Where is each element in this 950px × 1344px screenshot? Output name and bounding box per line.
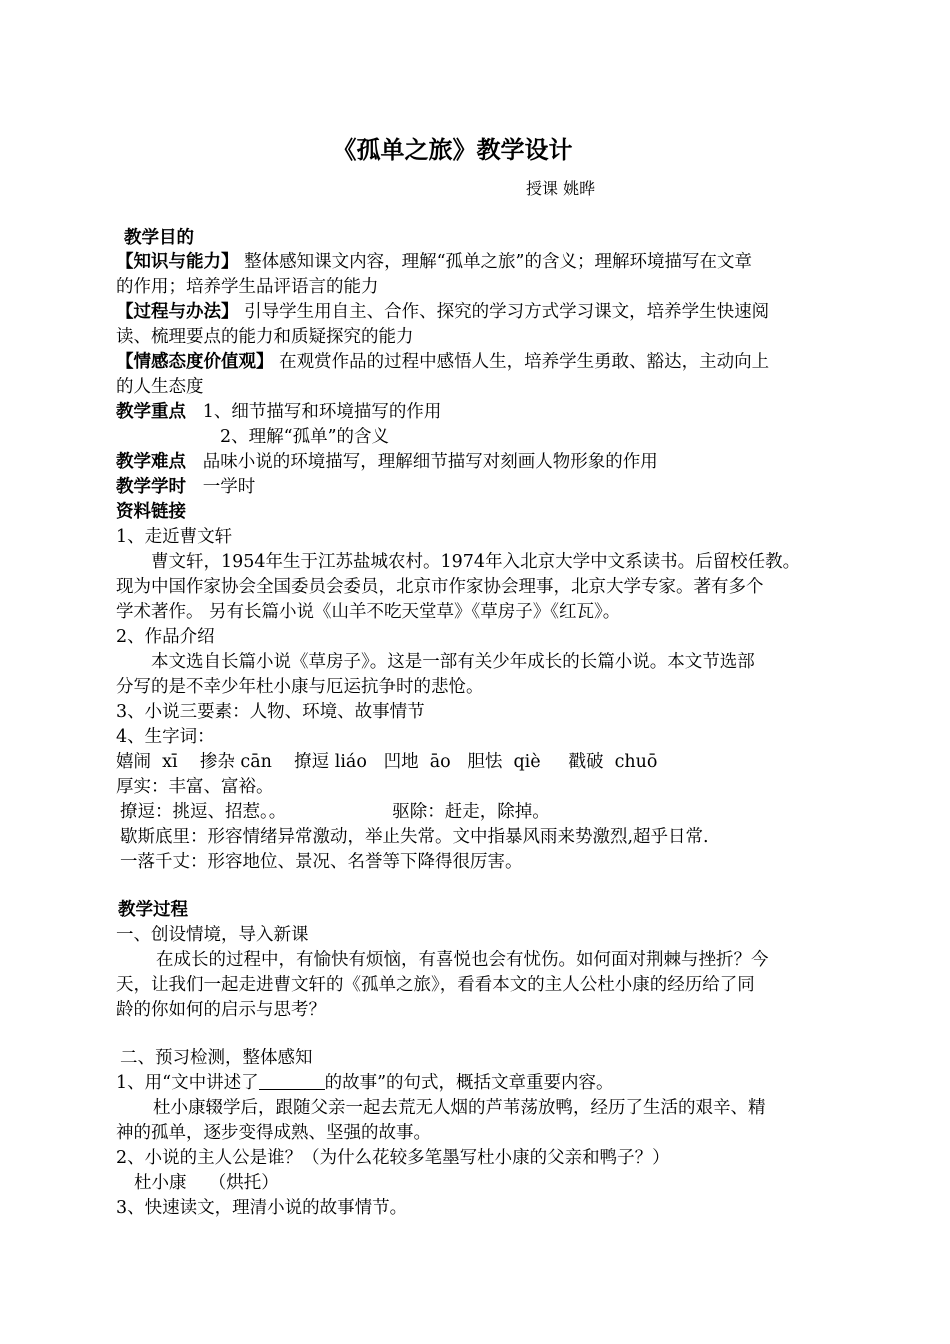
- knowledge-text: 整体感知课文内容，理解“孤单之旅”的含义；理解环境描写在文章: [244, 252, 752, 272]
- process-label: 【过程与办法】: [116, 302, 239, 322]
- process-line-1: [116, 300, 838, 325]
- step-2-title: 二、预习检测，整体感知: [120, 1048, 313, 1068]
- resources-heading: 资料链接: [116, 502, 186, 522]
- answer-1-line-1: 杜小康辍学后，跟随父亲一起去荒无人烟的芦苇荡放鸭，经历了生活的艰辛、精: [153, 1098, 766, 1118]
- emotion-line-2: 的人生态度: [116, 377, 204, 397]
- vocabulary-item-2a: 撩逗：挑逗、招惹。。: [120, 802, 287, 822]
- author-line: 授课 姚晔: [526, 179, 596, 198]
- resource-2-title: 2、作品介绍: [116, 627, 215, 647]
- resource-2-paragraph-line-1: 本文选自长篇小说《草房子》。这是一部有关少年成长的长篇小说。本文节选部: [151, 652, 755, 672]
- resource-1-paragraph-line-3: 学术著作。 另有长篇小说《山羊不吃天堂草》《草房子》《红瓦》。: [116, 602, 621, 622]
- knowledge-line-1: [116, 250, 838, 275]
- question-1-suffix: 的故事”的句式，概括文章重要内容。: [324, 1073, 614, 1093]
- resource-1-title: 1、走近曹文轩: [116, 527, 233, 547]
- document-title: 《孤单之旅》教学设计: [332, 136, 573, 164]
- key-point-2: 2、理解“孤单”的含义: [220, 427, 390, 447]
- step-1-paragraph-line-2: 天，让我们一起走进曹文轩的《孤单之旅》，看看本文的主人公杜小康的经历给了同: [116, 975, 755, 995]
- process-heading: 教学过程: [118, 900, 188, 920]
- vocabulary-item-3: 歇斯底里：形容情绪异常激动，举止失常。文中指暴风雨来势激烈,超乎日常.: [120, 827, 709, 847]
- emotion-line-1: [116, 350, 838, 375]
- difficulty-text: 品味小说的环境描写，理解细节描写对刻画人物形象的作用: [202, 452, 658, 472]
- process-line-2: 读、梳理要点的能力和质疑探究的能力: [116, 327, 414, 347]
- vocabulary-item-2b: 驱除：赶走，除掉。: [392, 802, 550, 822]
- hours-line: [116, 475, 838, 500]
- vocabulary-item-1: 厚实：丰富、富裕。: [116, 777, 274, 797]
- resource-3-title: 3、小说三要素：人物、环境、故事情节: [116, 702, 425, 722]
- resource-2-paragraph-line-2: 分写的是不幸少年杜小康与厄运抗争时的悲怆。: [116, 677, 484, 697]
- fill-in-blank: [259, 1071, 325, 1090]
- process-text: 引导学生用自主、合作、探究的学习方式学习课文，培养学生快速阅: [244, 302, 770, 322]
- step-1-paragraph-line-1: 在成长的过程中，有愉快有烦恼，有喜悦也会有忧伤。如何面对荆棘与挫折？今: [156, 950, 769, 970]
- question-1: [116, 1071, 838, 1096]
- hours-text: 一学时: [202, 477, 256, 497]
- question-3: 3、快速读文，理清小说的故事情节。: [116, 1198, 408, 1218]
- difficulty-label: 教学难点: [116, 452, 186, 472]
- difficulty-line: [116, 450, 838, 475]
- resource-1-paragraph-line-1: 曹文轩，1954年生于江苏盐城农村。1974年入北京大学中文系读书。后留校任教。: [151, 552, 801, 572]
- objectives-heading: 教学目的: [124, 228, 194, 248]
- hours-label: 教学学时: [116, 477, 186, 497]
- vocabulary-item-2: [120, 800, 842, 825]
- step-1-paragraph-line-3: 龄的你如何的启示与思考？: [116, 1000, 326, 1020]
- vocabulary-item-4: 一落千丈：形容地位、景况、名誉等下降得很厉害。: [120, 852, 523, 872]
- resource-1-paragraph-line-2: 现为中国作家协会全国委员会委员，北京市作家协会理事，北京大学专家。著有多个: [116, 577, 764, 597]
- vocabulary-pinyin-line: 嬉闹 xī 掺杂 cān 撩逗 liáo 凹地 āo 胆怯 qiè 戳破 chuō: [116, 752, 658, 772]
- resource-4-title: 4、生字词：: [116, 727, 215, 747]
- key-point-1: 1、细节描写和环境描写的作用: [202, 402, 442, 422]
- question-2: 2、小说的主人公是谁？（为什么花较多笔墨写杜小康的父亲和鸭子？）: [116, 1148, 670, 1168]
- answer-1-line-2: 神的孤单，逐步变得成熟、坚强的故事。: [116, 1123, 431, 1143]
- key-points-line: [116, 400, 838, 425]
- knowledge-line-2: 的作用；培养学生品评语言的能力: [116, 277, 379, 297]
- emotion-text: 在观赏作品的过程中感悟人生，培养学生勇敢、豁达，主动向上: [279, 352, 770, 372]
- question-1-prefix: 1、用“文中讲述了: [116, 1073, 259, 1093]
- step-1-title: 一、创设情境，导入新课: [116, 925, 309, 945]
- key-label: 教学重点: [116, 402, 186, 422]
- knowledge-label: 【知识与能力】: [116, 252, 239, 272]
- answer-2: 杜小康 （烘托）: [134, 1173, 279, 1193]
- emotion-label: 【情感态度价值观】: [116, 352, 274, 372]
